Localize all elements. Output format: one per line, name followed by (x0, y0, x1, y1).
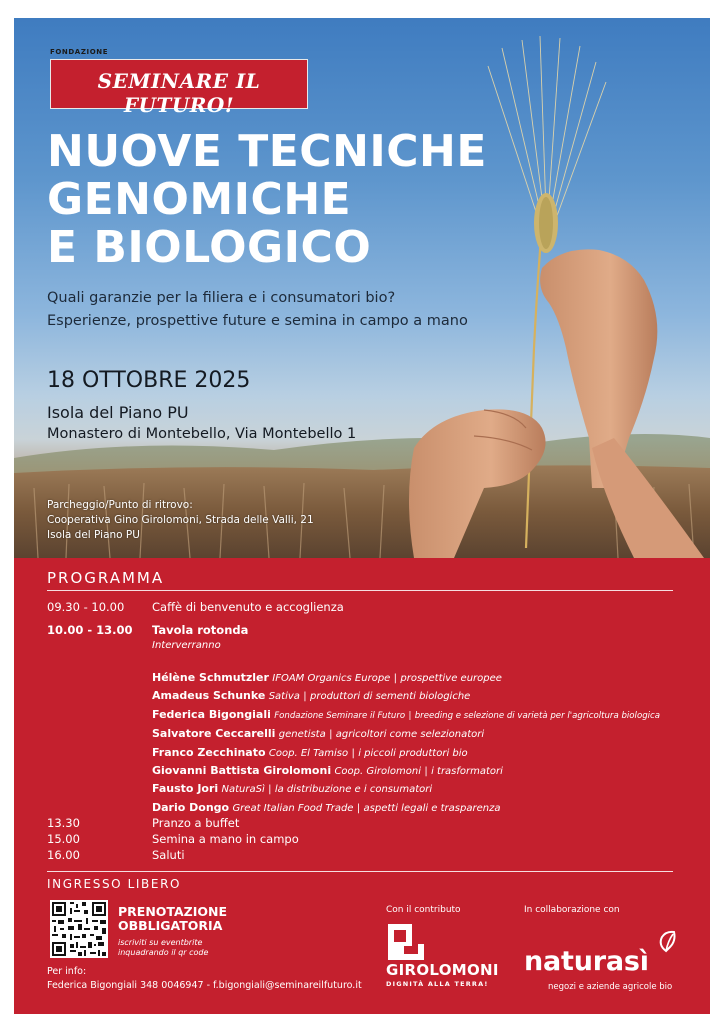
program-activity: Caffè di benvenuto e accoglienza (152, 600, 344, 614)
subtitle-line-1: Quali garanzie per la filiera e i consumatori bio? (47, 290, 396, 306)
speaker-org: IFOAM Organics Europe (272, 673, 391, 684)
hero-photo (14, 18, 710, 558)
event-venue: Monastero di Montebello, Via Montebello 1 (47, 426, 357, 442)
program-time: 15.00 (47, 832, 80, 846)
program-time: 09.30 - 10.00 (47, 600, 125, 614)
reservation-sub-line-2: inquadrando il qr code (118, 948, 209, 957)
naturasi-tagline: negozi e aziende agricole bio (548, 982, 673, 992)
speaker-topic: produttori di sementi biologiche (310, 691, 471, 703)
speaker-row (152, 744, 660, 762)
program-time: 13.30 (47, 816, 80, 830)
event-title (47, 128, 487, 272)
speaker-row (152, 780, 660, 798)
speaker-list (152, 669, 660, 817)
speaker-name: Franco Zecchinato (152, 745, 266, 759)
separator: | (351, 747, 355, 759)
speaker-topic: i trasformatori (431, 766, 503, 778)
logo-text: SEMINARE IL FUTURO! (97, 69, 261, 117)
speakers-intro: Interverranno (152, 640, 221, 651)
speaker-name: Dario Dongo (152, 800, 230, 814)
seminare-logo (50, 59, 308, 117)
parking-info (47, 498, 314, 543)
separator: | (393, 673, 398, 684)
info-contact[interactable]: Federica Bigongiali 348 0046947 - f.bigongiali@seminareilfuturo.it (47, 980, 362, 991)
program-activity: Pranzo a buffet (152, 816, 240, 830)
qr-code-icon[interactable] (50, 900, 108, 958)
speaker-topic: agricoltori come selezionatori (335, 729, 485, 741)
event-date: 18 OTTOBRE 2025 (47, 368, 251, 393)
reservation-instructions (118, 938, 208, 958)
separator: | (356, 802, 361, 814)
reservation-required (118, 905, 227, 933)
speaker-name: Fausto Jori (152, 782, 219, 796)
program-heading: PROGRAMMA (47, 569, 165, 587)
speaker-row (152, 706, 660, 725)
event-town: Isola del Piano PU (47, 403, 189, 422)
speaker-topic: i piccoli produttori bio (358, 747, 468, 759)
speaker-org: Coop. Girolomoni (334, 766, 421, 778)
separator: | (303, 691, 307, 703)
program-divider-bottom (47, 871, 673, 872)
program-divider-top (47, 590, 673, 591)
parking-line-3: Isola del Piano PU (47, 529, 140, 541)
reservation-line-2: OBBLIGATORIA (118, 918, 223, 933)
title-line-3: E BIOLOGICO (47, 222, 372, 273)
info-label: Per info: (47, 966, 87, 977)
program-activity: Semina a mano in campo (152, 832, 299, 846)
speaker-row (152, 669, 660, 687)
naturasi-leaf-icon (654, 929, 678, 953)
free-entry-label: INGRESSO LIBERO (47, 877, 182, 891)
parking-line-2: Cooperativa Gino Girolomoni, Strada delle Valli, 21 (47, 514, 314, 526)
contribution-label: Con il contributo (386, 905, 461, 915)
speaker-name: Amadeus Schunke (152, 689, 266, 703)
title-line-2: GENOMICHE (47, 174, 352, 225)
speaker-name: Giovanni Battista Girolomoni (152, 764, 332, 778)
reservation-sub-line-1: iscriviti su eventbrite (118, 938, 203, 947)
foundation-label: FONDAZIONE (50, 48, 109, 56)
separator: | (329, 729, 333, 741)
speaker-name: Federica Bigongiali (152, 707, 271, 721)
speaker-topic: la distribuzione e i consumatori (274, 784, 433, 796)
speaker-org: NaturaSì (221, 784, 265, 796)
speaker-name: Salvatore Ceccarelli (152, 727, 276, 741)
speaker-row (152, 762, 660, 780)
separator: | (424, 766, 428, 778)
speaker-topic: aspetti legali e trasparenza (363, 802, 501, 814)
contact-info (47, 965, 362, 993)
parking-line-1: Parcheggio/Punto di ritrovo: (47, 499, 193, 511)
speaker-org: Great Italian Food Trade (232, 802, 354, 814)
reservation-line-1: PRENOTAZIONE (118, 904, 227, 919)
speaker-row (152, 687, 660, 705)
separator: | (408, 710, 412, 721)
event-subtitle (47, 287, 468, 333)
program-activity: Saluti (152, 848, 185, 862)
girolomoni-tagline: DIGNITÀ ALLA TERRA! (386, 980, 489, 988)
speaker-row (152, 725, 660, 743)
program-time: 16.00 (47, 848, 80, 862)
title-line-1: NUOVE TECNICHE (47, 126, 487, 177)
speaker-topic: breeding e selezione di varietà per l'agricoltura biologica (414, 710, 661, 721)
program-activity: Tavola rotonda (152, 623, 249, 637)
speaker-org: Coop. El Tamiso (268, 747, 349, 759)
event-poster (14, 18, 710, 1014)
program-time: 10.00 - 13.00 (47, 623, 133, 637)
speaker-row (152, 799, 660, 817)
speaker-topic: prospettive europee (400, 673, 502, 684)
girolomoni-name: GIROLOMONI (386, 961, 499, 979)
collaboration-label: In collaborazione con (524, 905, 620, 915)
subtitle-line-2: Esperienze, prospettive future e semina in campo a mano (47, 313, 468, 329)
speaker-org: Sativa (268, 691, 300, 703)
separator: | (268, 784, 272, 796)
speaker-org: Fondazione Seminare il Futuro (274, 710, 406, 721)
speaker-org: genetista (278, 729, 326, 741)
speaker-name: Hélène Schmutzler (152, 671, 269, 684)
naturasi-name: naturasì (524, 946, 649, 977)
